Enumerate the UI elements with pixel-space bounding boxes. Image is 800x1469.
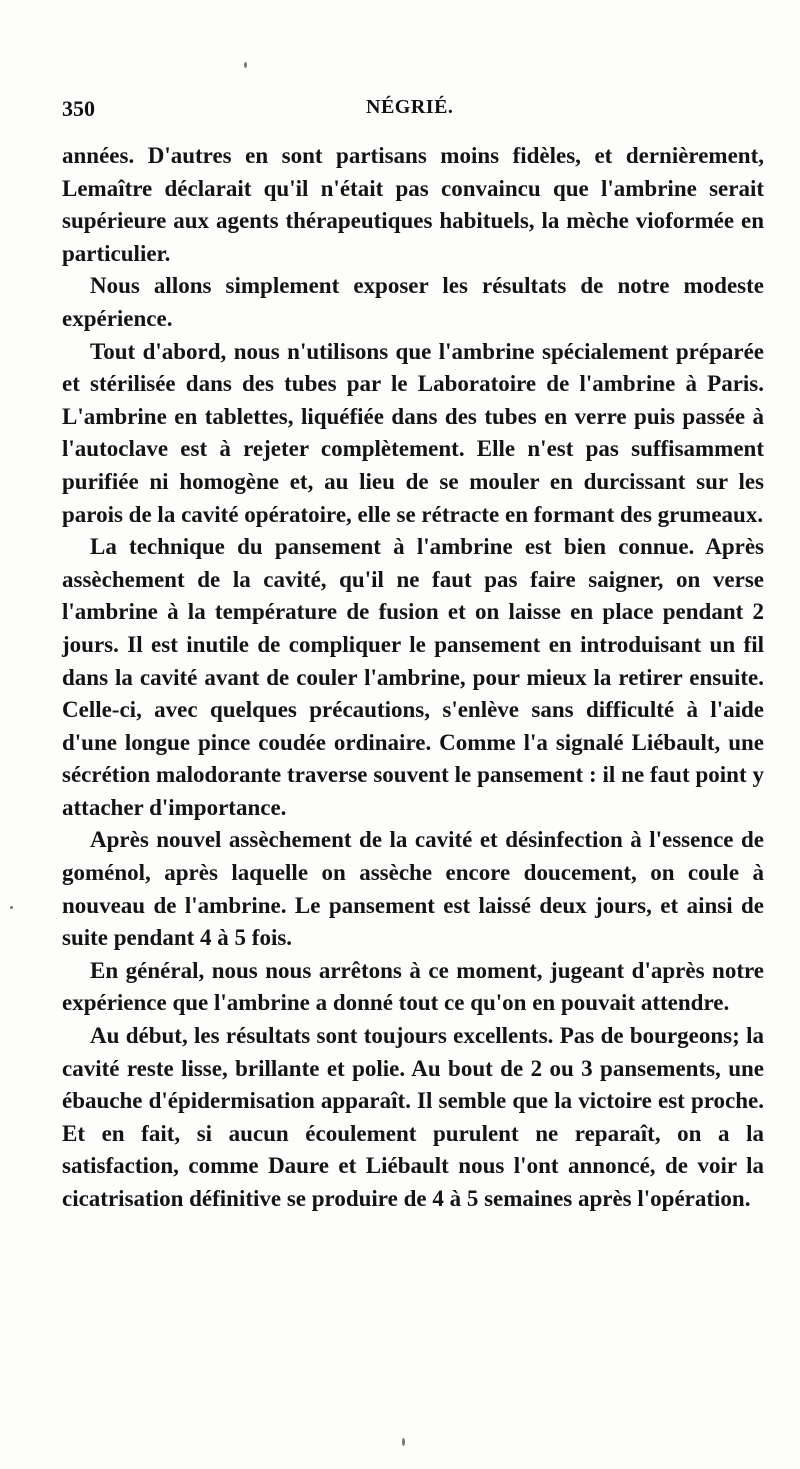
paragraph: La technique du pansement à l'ambrine est bien connue. Après assèchement de la cavité, qu'il ne faut pas faire saigner, on verse l'ambrine à la température de fusion et on laisse en place pendant 2 jours. Il est inutile de compliquer le pansement en introduisant un fil dans la cavité avant de couler l'ambrine, pour mieux la retirer ensuite. Celle-ci, avec quelques précautions, s'enlève sans difficulté à l'aide d'une longue pince coudée ordinaire. Comme l'a signalé Liébault, une sécrétion malodorante traverse souvent le pansement : il ne faut point y attacher d'importance. — [62, 534, 764, 820]
paragraph: Au début, les résultats sont toujours excellents. Pas de bourgeons; la cavité reste lisse, brillante et polie. Au bout de 2 ou 3 pansements, une ébauche d'épidermisation apparaît. Il semble que la victoire est proche. Et en fait, si aucun écoulement purulent ne reparaît, on a la satisfaction, comme Daure et Liébault nous l'ont annoncé, de voir la cicatrisation définitive se produire de 4 à 5 semaines après l'opération. — [62, 1023, 764, 1211]
running-title: NÉGRIÉ. — [366, 96, 454, 118]
print-speck — [10, 906, 13, 909]
page-number: 350 — [62, 96, 95, 121]
paragraph: années. D'autres en sont partisans moins fidèles, et dernièrement, Lemaître déclarait qu'il n'était pas convaincu que l'ambrine serait supérieure aux agents thérapeutiques habituels, la mèche vioformée en particulier. — [62, 143, 764, 266]
page-header — [62, 96, 762, 130]
paragraph: En général, nous nous arrêtons à ce moment, jugeant d'après notre expérience que l'ambrine a donné tout ce qu'on en pouvait attendre. — [62, 957, 764, 1016]
body-text — [62, 140, 764, 1216]
paragraph: Après nouvel assèchement de la cavité et désinfection à l'essence de goménol, après laquelle on assèche encore doucement, on coule à nouveau de l'ambrine. Le pansement est laissé deux jours, et ainsi de suite pendant 4 à 5 fois. — [62, 827, 764, 951]
paragraph: Nous allons simplement exposer les résultats de notre modeste expérience. — [62, 273, 764, 331]
print-speck — [244, 62, 247, 68]
print-speck — [402, 1438, 405, 1446]
paragraph: Tout d'abord, nous n'utilisons que l'ambrine spécialement préparée et stérilisée dans des tubes par le Laboratoire de l'ambrine à Paris. L'ambrine en tablettes, liquéfiée dans des tubes en verre puis passée à l'autoclave est à rejeter complètement. Elle n'est pas suffisamment purifiée ni homogène et, au lieu de se mouler en durcissant sur les parois de la cavité opératoire, elle se rétracte en formant des grumeaux. — [62, 338, 764, 527]
